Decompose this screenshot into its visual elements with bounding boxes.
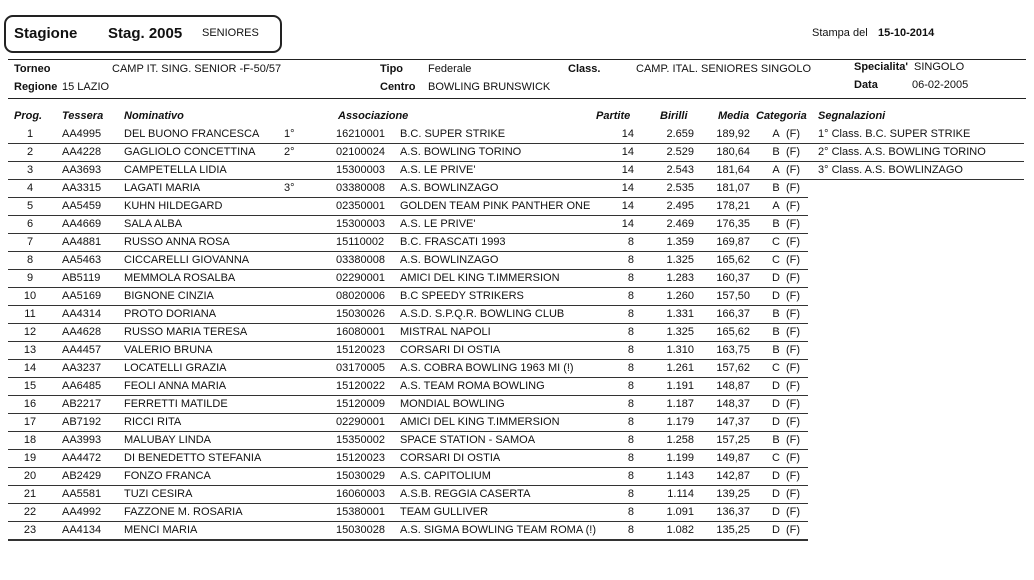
prog-cell: 7 — [26, 236, 34, 248]
data-value: 06-02-2005 — [912, 79, 969, 91]
position-cell: 1° — [284, 128, 295, 140]
tessera-cell: AB5119 — [62, 272, 101, 284]
sex-cell: (F) — [786, 254, 801, 266]
specialita-label: Specialita' — [854, 61, 908, 73]
associazione-cell: CORSARI DI OSTIA — [400, 452, 501, 464]
prog-cell: 2 — [26, 146, 34, 158]
media-cell: 181,07 — [716, 182, 750, 194]
categoria-cell: B — [772, 344, 780, 356]
prog-cell: 19 — [23, 452, 37, 464]
partite-cell: 8 — [627, 416, 634, 428]
table-row — [0, 504, 1034, 522]
nominativo-cell: RICCI RITA — [124, 416, 182, 428]
codice-cell: 15300003 — [336, 218, 385, 230]
table-row — [0, 450, 1034, 468]
media-cell: 157,25 — [716, 434, 750, 446]
media-cell: 149,87 — [716, 452, 750, 464]
prog-cell: 14 — [23, 362, 37, 374]
codice-cell: 02290001 — [336, 272, 385, 284]
tipo-label: Tipo — [380, 63, 404, 75]
partite-cell: 8 — [627, 506, 634, 518]
codice-cell: 15120023 — [336, 452, 385, 464]
associazione-cell: CORSARI DI OSTIA — [400, 344, 501, 356]
tessera-cell: AA4228 — [62, 146, 102, 158]
categoria-cell: D — [772, 470, 780, 482]
prog-cell: 16 — [23, 398, 37, 410]
birilli-cell: 1.082 — [666, 524, 694, 536]
birilli-cell: 1.310 — [666, 344, 694, 356]
nominativo-cell: CAMPETELLA LIDIA — [124, 164, 227, 176]
birilli-cell: 1.260 — [666, 290, 694, 302]
prog-cell: 6 — [26, 218, 34, 230]
tessera-cell: AA3693 — [62, 164, 102, 176]
sex-cell: (F) — [786, 164, 801, 176]
birilli-cell: 2.659 — [666, 128, 694, 140]
codice-cell: 15300003 — [336, 164, 385, 176]
media-cell: 139,25 — [716, 488, 750, 500]
birilli-cell: 1.114 — [667, 488, 694, 500]
associazione-cell: A.S. LE PRIVE' — [400, 218, 476, 230]
prog-cell: 18 — [23, 434, 37, 446]
nominativo-cell: BIGNONE CINZIA — [124, 290, 214, 302]
table-row — [0, 180, 1034, 198]
categoria-cell: B — [772, 308, 780, 320]
codice-cell: 02100024 — [336, 146, 385, 158]
tessera-cell: AA5581 — [62, 488, 102, 500]
birilli-cell: 1.191 — [666, 380, 694, 392]
partite-cell: 14 — [621, 146, 634, 158]
birilli-cell: 2.529 — [666, 146, 694, 158]
codice-cell: 02290001 — [336, 416, 385, 428]
col-segnalazioni: Segnalazioni — [818, 110, 886, 122]
categoria-cell: D — [772, 398, 780, 410]
birilli-cell: 2.495 — [666, 200, 694, 212]
table-row — [0, 414, 1034, 432]
partite-cell: 8 — [627, 236, 634, 248]
prog-cell: 13 — [23, 344, 37, 356]
prog-cell: 15 — [23, 380, 37, 392]
tessera-cell: AA6485 — [62, 380, 102, 392]
nominativo-cell: LAGATI MARIA — [124, 182, 201, 194]
codice-cell: 15120009 — [336, 398, 385, 410]
media-cell: 163,75 — [716, 344, 750, 356]
media-cell: 180,64 — [716, 146, 750, 158]
sex-cell: (F) — [786, 200, 801, 212]
media-cell: 181,64 — [716, 164, 750, 176]
prog-cell: 8 — [26, 254, 34, 266]
centro-value: BOWLING BRUNSWICK — [428, 81, 551, 93]
codice-cell: 16210001 — [336, 128, 385, 140]
nominativo-cell: RUSSO ANNA ROSA — [124, 236, 230, 248]
associazione-cell: AMICI DEL KING T.IMMERSION — [400, 416, 560, 428]
birilli-cell: 2.535 — [666, 182, 694, 194]
tessera-cell: AA5169 — [62, 290, 102, 302]
categoria-cell: D — [772, 290, 780, 302]
nominativo-cell: FONZO FRANCA — [124, 470, 211, 482]
associazione-cell: A.S. COBRA BOWLING 1963 MI (!) — [400, 362, 574, 374]
associazione-cell: B.C. SUPER STRIKE — [400, 128, 506, 140]
tessera-cell: AA4457 — [62, 344, 102, 356]
tessera-cell: AB2429 — [62, 470, 102, 482]
centro-label: Centro — [380, 81, 416, 93]
nominativo-cell: KUHN HILDEGARD — [124, 200, 223, 212]
segnalazioni-cell: 3° Class. A.S. BOWLINZAGO — [818, 164, 963, 176]
prog-cell: 22 — [23, 506, 37, 518]
class-label: Class. — [568, 63, 601, 75]
season-category: SENIORES — [202, 27, 259, 39]
associazione-cell: A.S. LE PRIVE' — [400, 164, 476, 176]
nominativo-cell: FERRETTI MATILDE — [124, 398, 228, 410]
partite-cell: 14 — [621, 200, 634, 212]
table-row — [0, 216, 1034, 234]
nominativo-cell: RUSSO MARIA TERESA — [124, 326, 248, 338]
sex-cell: (F) — [786, 218, 801, 230]
col-partite: Partite — [596, 110, 631, 122]
associazione-cell: A.S. SIGMA BOWLING TEAM ROMA (!) — [400, 524, 596, 536]
categoria-cell: A — [772, 164, 780, 176]
table-row — [0, 288, 1034, 306]
categoria-cell: B — [772, 218, 780, 230]
associazione-cell: B.C. FRASCATI 1993 — [400, 236, 506, 248]
categoria-cell: B — [772, 146, 780, 158]
prog-cell: 1 — [26, 128, 34, 140]
associazione-cell: GOLDEN TEAM PINK PANTHER ONE — [400, 200, 591, 212]
col-nominativo: Nominativo — [124, 110, 184, 122]
prog-cell: 11 — [24, 308, 36, 320]
tessera-cell: AA4992 — [62, 506, 102, 518]
sex-cell: (F) — [786, 272, 801, 284]
media-cell: 142,87 — [716, 470, 750, 482]
associazione-cell: A.S.B. REGGIA CASERTA — [400, 488, 531, 500]
codice-cell: 15030028 — [336, 524, 385, 536]
partite-cell: 8 — [627, 380, 634, 392]
sex-cell: (F) — [786, 398, 801, 410]
prog-cell: 4 — [26, 182, 34, 194]
categoria-cell: D — [772, 416, 780, 428]
prog-cell: 23 — [23, 524, 37, 536]
birilli-cell: 1.325 — [666, 326, 694, 338]
table-row — [0, 234, 1034, 252]
media-cell: 135,25 — [716, 524, 750, 536]
table-row — [0, 198, 1034, 216]
sex-cell: (F) — [786, 128, 801, 140]
media-cell: 169,87 — [716, 236, 750, 248]
table-row — [0, 468, 1034, 486]
sex-cell: (F) — [786, 326, 801, 338]
partite-cell: 8 — [627, 254, 634, 266]
codice-cell: 03380008 — [336, 254, 385, 266]
categoria-cell: D — [772, 524, 780, 536]
col-prog: Prog. — [14, 110, 43, 122]
prog-cell: 10 — [23, 290, 37, 302]
table-row — [0, 342, 1034, 360]
nominativo-cell: FAZZONE M. ROSARIA — [124, 506, 243, 518]
codice-cell: 15380001 — [336, 506, 385, 518]
sex-cell: (F) — [786, 290, 801, 302]
partite-cell: 8 — [627, 362, 634, 374]
partite-cell: 8 — [627, 524, 634, 536]
nominativo-cell: DEL BUONO FRANCESCA — [124, 128, 260, 140]
codice-cell: 15030026 — [336, 308, 385, 320]
tessera-cell: AA4134 — [62, 524, 102, 536]
sex-cell: (F) — [786, 308, 801, 320]
birilli-cell: 1.283 — [666, 272, 694, 284]
media-cell: 157,50 — [716, 290, 750, 302]
position-cell: 2° — [284, 146, 295, 158]
birilli-cell: 1.359 — [666, 236, 694, 248]
tessera-cell: AB2217 — [62, 398, 102, 410]
nominativo-cell: MALUBAY LINDA — [124, 434, 212, 446]
prog-cell: 17 — [23, 416, 37, 428]
codice-cell: 15120023 — [336, 344, 385, 356]
categoria-cell: C — [772, 362, 780, 374]
table-row — [0, 486, 1034, 504]
table-row — [0, 360, 1034, 378]
sex-cell: (F) — [786, 380, 801, 392]
table-row — [0, 432, 1034, 450]
segnalazioni-cell: 1° Class. B.C. SUPER STRIKE — [818, 128, 971, 140]
codice-cell: 02350001 — [336, 200, 385, 212]
table-row — [0, 126, 1034, 144]
categoria-cell: B — [772, 434, 780, 446]
nominativo-cell: LOCATELLI GRAZIA — [124, 362, 227, 374]
partite-cell: 8 — [627, 326, 634, 338]
categoria-cell: D — [772, 488, 780, 500]
nominativo-cell: MENCI MARIA — [124, 524, 198, 536]
specialita-value: SINGOLO — [914, 61, 965, 73]
categoria-cell: A — [772, 128, 780, 140]
codice-cell: 15120022 — [336, 380, 385, 392]
partite-cell: 14 — [621, 164, 634, 176]
nominativo-cell: CICCARELLI GIOVANNA — [124, 254, 250, 266]
table-row — [0, 324, 1034, 342]
prog-cell: 3 — [26, 164, 34, 176]
nominativo-cell: DI BENEDETTO STEFANIA — [124, 452, 262, 464]
table-row — [0, 144, 1034, 162]
table-row — [0, 306, 1034, 324]
table-row — [0, 522, 1034, 540]
associazione-cell: A.S. BOWLING TORINO — [400, 146, 522, 158]
col-associazione: Associazione — [338, 110, 409, 122]
table-row — [0, 162, 1034, 180]
birilli-cell: 1.331 — [666, 308, 694, 320]
nominativo-cell: GAGLIOLO CONCETTINA — [124, 146, 256, 158]
info-top-rule — [8, 59, 1026, 60]
sex-cell: (F) — [786, 488, 801, 500]
sex-cell: (F) — [786, 146, 801, 158]
categoria-cell: D — [772, 380, 780, 392]
tessera-cell: AA4995 — [62, 128, 102, 140]
col-categoria: Categoria — [756, 110, 807, 122]
birilli-cell: 1.091 — [666, 506, 694, 518]
categoria-cell: B — [772, 326, 780, 338]
tipo-value: Federale — [428, 63, 472, 75]
birilli-cell: 2.469 — [666, 218, 694, 230]
categoria-cell: D — [772, 506, 780, 518]
codice-cell: 03170005 — [336, 362, 385, 374]
birilli-cell: 1.258 — [666, 434, 694, 446]
partite-cell: 8 — [627, 452, 634, 464]
partite-cell: 14 — [621, 218, 634, 230]
sex-cell: (F) — [786, 344, 801, 356]
table-row — [0, 378, 1034, 396]
sex-cell: (F) — [786, 434, 801, 446]
sex-cell: (F) — [786, 524, 801, 536]
birilli-cell: 1.325 — [666, 254, 694, 266]
codice-cell: 08020006 — [336, 290, 385, 302]
nominativo-cell: VALERIO BRUNA — [124, 344, 213, 356]
associazione-cell: A.S.D. S.P.Q.R. BOWLING CLUB — [400, 308, 565, 320]
codice-cell: 15350002 — [336, 434, 385, 446]
sex-cell: (F) — [786, 236, 801, 248]
sex-cell: (F) — [786, 452, 801, 464]
tessera-cell: AA4314 — [62, 308, 102, 320]
row-divider — [8, 539, 808, 541]
partite-cell: 8 — [627, 398, 634, 410]
categoria-cell: A — [772, 200, 780, 212]
regione-label: Regione — [14, 81, 58, 93]
categoria-cell: C — [772, 452, 780, 464]
tessera-cell: AA4881 — [62, 236, 102, 248]
codice-cell: 15030029 — [336, 470, 385, 482]
prog-cell: 21 — [23, 488, 37, 500]
media-cell: 165,62 — [716, 254, 750, 266]
torneo-value: CAMP IT. SING. SENIOR -F-50/57 — [112, 63, 282, 75]
prog-cell: 20 — [23, 470, 37, 482]
stagione-value: Stag. 2005 — [108, 25, 183, 42]
partite-cell: 8 — [627, 434, 634, 446]
associazione-cell: A.S. TEAM ROMA BOWLING — [400, 380, 545, 392]
categoria-cell: C — [772, 254, 780, 266]
codice-cell: 16060003 — [336, 488, 385, 500]
categoria-cell: C — [772, 236, 780, 248]
sex-cell: (F) — [786, 182, 801, 194]
birilli-cell: 1.261 — [666, 362, 694, 374]
associazione-cell: A.S. CAPITOLIUM — [400, 470, 491, 482]
media-cell: 178,21 — [716, 200, 750, 212]
nominativo-cell: FEOLI ANNA MARIA — [124, 380, 227, 392]
col-tessera: Tessera — [62, 110, 104, 122]
prog-cell: 12 — [23, 326, 37, 338]
birilli-cell: 1.199 — [666, 452, 694, 464]
birilli-cell: 1.143 — [666, 470, 694, 482]
media-cell: 148,87 — [716, 380, 750, 392]
col-birilli: Birilli — [660, 110, 688, 122]
table-row — [0, 396, 1034, 414]
associazione-cell: A.S. BOWLINZAGO — [400, 254, 499, 266]
associazione-cell: MONDIAL BOWLING — [400, 398, 505, 410]
sex-cell: (F) — [786, 362, 801, 374]
tessera-cell: AA5459 — [62, 200, 102, 212]
partite-cell: 8 — [627, 308, 634, 320]
col-media: Media — [718, 110, 750, 122]
birilli-cell: 1.179 — [666, 416, 694, 428]
partite-cell: 8 — [627, 488, 634, 500]
categoria-cell: D — [772, 272, 780, 284]
tessera-cell: AA5463 — [62, 254, 102, 266]
codice-cell: 16080001 — [336, 326, 385, 338]
media-cell: 148,37 — [716, 398, 750, 410]
media-cell: 165,62 — [716, 326, 750, 338]
data-label: Data — [854, 79, 878, 91]
prog-cell: 9 — [26, 272, 34, 284]
partite-cell: 8 — [627, 344, 634, 356]
segnalazioni-cell: 2° Class. A.S. BOWLING TORINO — [818, 146, 986, 158]
table-row — [0, 270, 1034, 288]
nominativo-cell: SALA ALBA — [124, 218, 183, 230]
media-cell: 166,37 — [716, 308, 750, 320]
media-cell: 136,37 — [716, 506, 750, 518]
partite-cell: 8 — [627, 290, 634, 302]
torneo-label: Torneo — [14, 63, 51, 75]
partite-cell: 8 — [627, 470, 634, 482]
position-cell: 3° — [284, 182, 295, 194]
tessera-cell: AA4669 — [62, 218, 102, 230]
partite-cell: 8 — [627, 272, 634, 284]
prog-cell: 5 — [26, 200, 34, 212]
birilli-cell: 1.187 — [666, 398, 694, 410]
associazione-cell: SPACE STATION - SAMOA — [400, 434, 536, 446]
stampa-date: 15-10-2014 — [878, 27, 935, 39]
tessera-cell: AA3993 — [62, 434, 102, 446]
associazione-cell: AMICI DEL KING T.IMMERSION — [400, 272, 560, 284]
stagione-label: Stagione — [14, 25, 78, 42]
media-cell: 160,37 — [716, 272, 750, 284]
class-value: CAMP. ITAL. SENIORES SINGOLO — [636, 63, 812, 75]
tessera-cell: AA4628 — [62, 326, 102, 338]
partite-cell: 14 — [621, 128, 634, 140]
regione-value: 15 LAZIO — [62, 81, 110, 93]
nominativo-cell: TUZI CESIRA — [124, 488, 193, 500]
associazione-cell: MISTRAL NAPOLI — [400, 326, 491, 338]
tessera-cell: AB7192 — [62, 416, 102, 428]
media-cell: 189,92 — [716, 128, 750, 140]
associazione-cell: B.C SPEEDY STRIKERS — [400, 290, 524, 302]
media-cell: 147,37 — [716, 416, 750, 428]
codice-cell: 15110002 — [336, 236, 385, 248]
tessera-cell: AA3237 — [62, 362, 102, 374]
nominativo-cell: PROTO DORIANA — [124, 308, 217, 320]
media-cell: 157,62 — [716, 362, 750, 374]
sex-cell: (F) — [786, 470, 801, 482]
categoria-cell: B — [772, 182, 780, 194]
tessera-cell: AA4472 — [62, 452, 102, 464]
tessera-cell: AA3315 — [62, 182, 102, 194]
sex-cell: (F) — [786, 506, 801, 518]
stampa-label: Stampa del — [812, 27, 868, 39]
associazione-cell: TEAM GULLIVER — [400, 506, 489, 518]
birilli-cell: 2.543 — [666, 164, 694, 176]
info-bottom-rule — [8, 98, 1026, 99]
table-row — [0, 252, 1034, 270]
media-cell: 176,35 — [716, 218, 750, 230]
sex-cell: (F) — [786, 416, 801, 428]
associazione-cell: A.S. BOWLINZAGO — [400, 182, 499, 194]
codice-cell: 03380008 — [336, 182, 385, 194]
partite-cell: 14 — [621, 182, 634, 194]
nominativo-cell: MEMMOLA ROSALBA — [124, 272, 236, 284]
